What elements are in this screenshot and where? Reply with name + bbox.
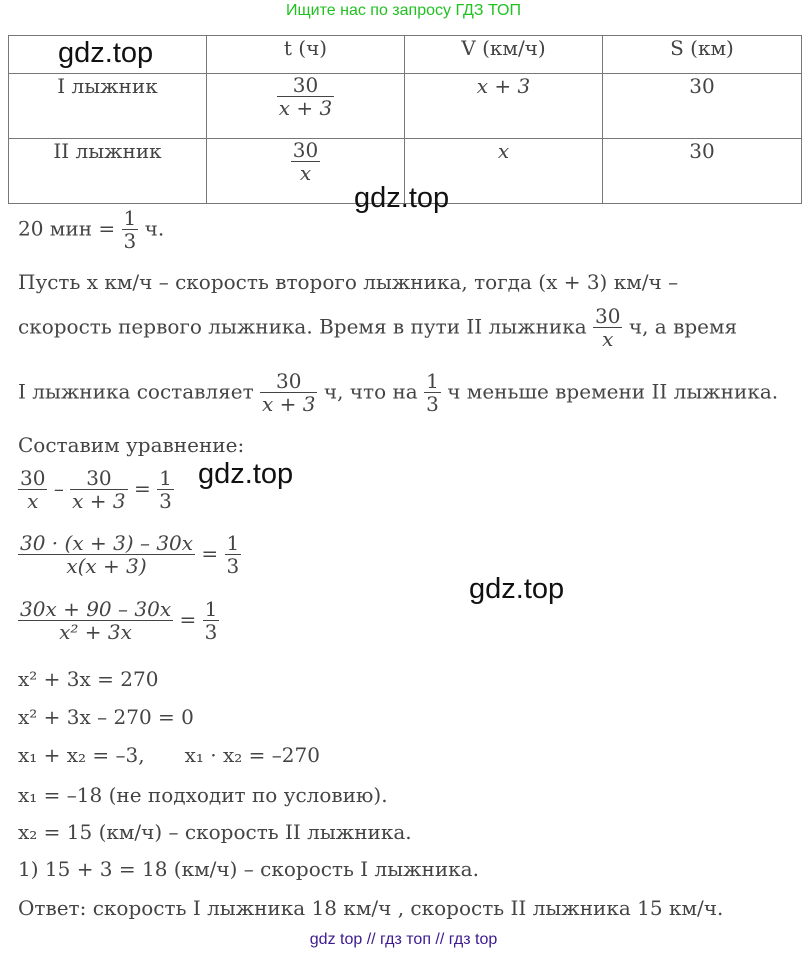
equation-4: x² + 3x = 270	[18, 667, 159, 691]
speed-cell: x	[405, 139, 603, 204]
equation-2: $\frac{30 \cdot (x + 3) - 30x}{x(x + 3)}$ = $\frac{1}{3}$	[20, 531, 240, 579]
fraction-numerator: 30	[292, 73, 319, 97]
table-row	[9, 74, 802, 139]
line-compose-equation: Составим уравнение:	[18, 433, 245, 457]
equation-3: $\frac{30x + 90 - 30x}{\text{x² + 3x}}$ = $\frac{1}{3}$	[20, 597, 218, 645]
header-v: V (км/ч)	[405, 36, 603, 74]
equation-6: x₁ + x₂ = –3, x₁ · x₂ = –270	[18, 743, 320, 767]
answer-line: Ответ: скорость I лыжника 18 км/ч , скорость II лыжника 15 км/ч.	[18, 896, 724, 920]
top-banner: Ищите нас по запросу ГДЗ ТОП	[286, 2, 521, 19]
equation-8: x₂ = 15 (км/ч) – скорость II лыжника.	[18, 820, 412, 844]
row-label: II лыжник	[9, 139, 207, 204]
distance-cell: 30	[603, 139, 802, 204]
watermark: gdz.top	[58, 37, 154, 69]
fraction-denominator: x + 3	[278, 96, 333, 121]
fraction-denominator: x	[291, 161, 320, 184]
line-time-second: скорость первого лыжника. Время в пути II лыжника $\frac{30}{x}$ ч, а время	[18, 304, 738, 352]
watermark: gdz.top	[198, 458, 294, 490]
distance-cell: 30	[603, 74, 802, 139]
equation-7: x₁ = –18 (не подходит по условию).	[18, 783, 388, 807]
row-label: I лыжник	[9, 74, 207, 139]
line-let-x: Пусть x км/ч – скорость второго лыжника, тогда (x + 3) км/ч –	[18, 270, 679, 294]
line-time-conversion: 20 мин = $\frac{1}{3}$ ч.	[18, 206, 165, 254]
time-fraction	[277, 74, 334, 120]
step-1: 1) 15 + 3 = 18 (км/ч) – скорость I лыжника.	[18, 857, 479, 881]
watermark: gdz.top	[354, 182, 450, 214]
time-fraction	[291, 139, 320, 185]
speed-cell: x + 3	[405, 74, 603, 139]
equation-5: x² + 3x – 270 = 0	[18, 705, 194, 729]
watermark: gdz.top	[469, 573, 565, 605]
time-cell	[207, 74, 405, 139]
fraction-numerator: 30	[292, 138, 319, 162]
equation-1: $\frac{30}{x}$ – $\frac{30}{x + 3}$ = $\frac{1}{3}$	[20, 466, 172, 514]
line-time-first: I лыжника составляет $\frac{30}{x + 3}$ ч, что на $\frac{1}{3}$ ч меньше времени II лыжника.	[18, 369, 779, 417]
header-s: S (км)	[603, 36, 802, 74]
header-t: t (ч)	[207, 36, 405, 74]
bottom-links: gdz top // гдз топ // гдз top	[309, 931, 498, 948]
